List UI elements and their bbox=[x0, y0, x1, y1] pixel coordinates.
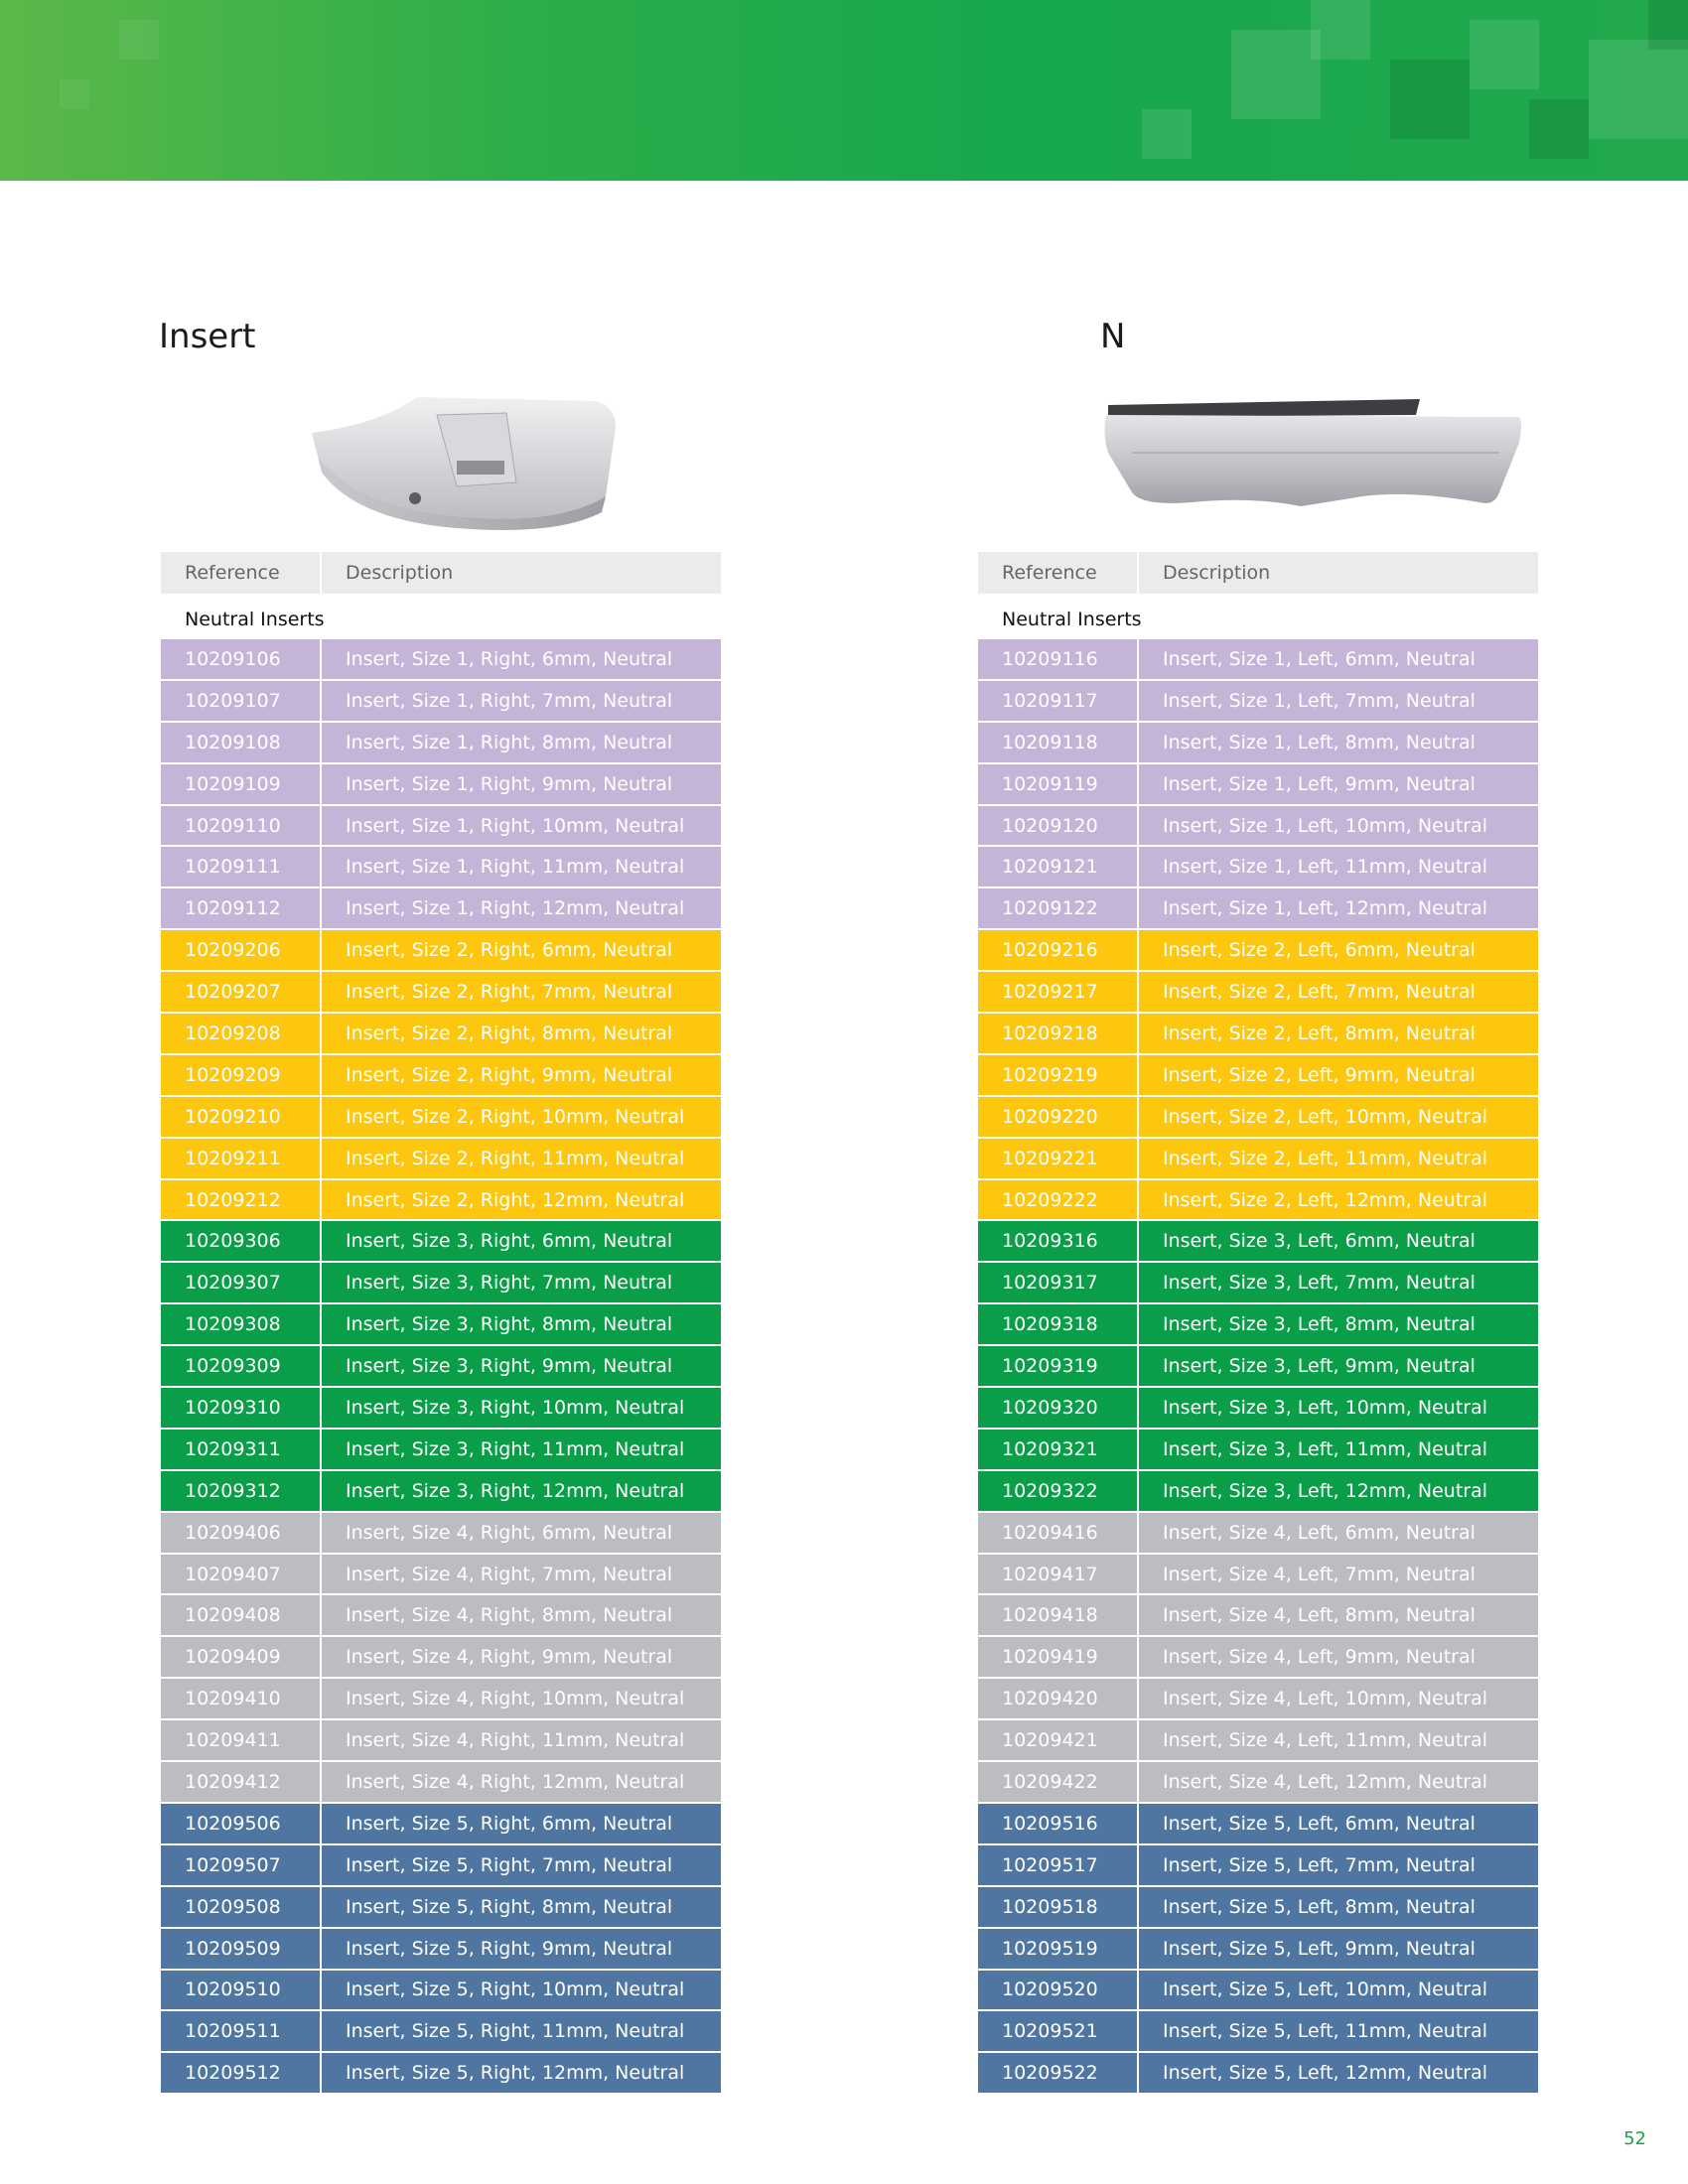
table-row bbox=[978, 1304, 1538, 1346]
table-row bbox=[978, 1762, 1538, 1804]
header-banner bbox=[0, 0, 1688, 181]
table-row bbox=[978, 1097, 1538, 1139]
table-row bbox=[161, 1304, 721, 1346]
description-cell: Insert, Size 2, Right, 12mm, Neutral bbox=[322, 1180, 721, 1222]
description-cell: Insert, Size 2, Right, 6mm, Neutral bbox=[322, 930, 721, 972]
table-row bbox=[978, 1971, 1538, 2012]
description-cell: Insert, Size 1, Left, 12mm, Neutral bbox=[1139, 888, 1538, 930]
description-cell: Insert, Size 1, Right, 12mm, Neutral bbox=[322, 888, 721, 930]
reference-cell: 10209321 bbox=[978, 1430, 1137, 1471]
description-cell: Insert, Size 2, Left, 7mm, Neutral bbox=[1139, 972, 1538, 1014]
table-row bbox=[161, 1180, 721, 1222]
reference-header: Reference bbox=[161, 552, 320, 594]
reference-cell: 10209319 bbox=[978, 1346, 1137, 1388]
reference-cell: 10209210 bbox=[161, 1097, 320, 1139]
reference-cell: 10209522 bbox=[978, 2053, 1137, 2095]
description-cell: Insert, Size 5, Right, 9mm, Neutral bbox=[322, 1929, 721, 1971]
table-row bbox=[978, 1595, 1538, 1637]
reference-cell: 10209110 bbox=[161, 806, 320, 848]
description-cell: Insert, Size 4, Right, 6mm, Neutral bbox=[322, 1513, 721, 1555]
table-row bbox=[978, 1637, 1538, 1679]
reference-cell: 10209420 bbox=[978, 1679, 1137, 1720]
table-row bbox=[161, 1430, 721, 1471]
reference-cell: 10209518 bbox=[978, 1887, 1137, 1929]
description-cell: Insert, Size 1, Right, 9mm, Neutral bbox=[322, 764, 721, 806]
table-row bbox=[978, 2011, 1538, 2053]
description-cell: Insert, Size 4, Left, 8mm, Neutral bbox=[1139, 1595, 1538, 1637]
table-row bbox=[161, 1097, 721, 1139]
reference-cell: 10209507 bbox=[161, 1845, 320, 1887]
description-cell: Insert, Size 5, Right, 6mm, Neutral bbox=[322, 1804, 721, 1845]
description-cell: Insert, Size 5, Left, 9mm, Neutral bbox=[1139, 1929, 1538, 1971]
table-row bbox=[161, 1804, 721, 1845]
table-row bbox=[978, 1014, 1538, 1055]
table-row bbox=[978, 1513, 1538, 1555]
table-row bbox=[161, 2011, 721, 2053]
reference-cell: 10209219 bbox=[978, 1055, 1137, 1097]
description-cell: Insert, Size 3, Left, 7mm, Neutral bbox=[1139, 1263, 1538, 1304]
left-section-title: Insert bbox=[159, 317, 256, 356]
description-cell: Insert, Size 2, Left, 6mm, Neutral bbox=[1139, 930, 1538, 972]
right-section-title: N bbox=[1100, 317, 1126, 356]
reference-cell: 10209121 bbox=[978, 847, 1137, 888]
reference-cell: 10209406 bbox=[161, 1513, 320, 1555]
table-row bbox=[978, 1388, 1538, 1430]
reference-cell: 10209118 bbox=[978, 723, 1137, 764]
description-cell: Insert, Size 4, Left, 6mm, Neutral bbox=[1139, 1513, 1538, 1555]
reference-cell: 10209106 bbox=[161, 639, 320, 681]
reference-cell: 10209521 bbox=[978, 2011, 1137, 2053]
table-row bbox=[978, 1804, 1538, 1845]
table-row bbox=[978, 681, 1538, 723]
reference-cell: 10209509 bbox=[161, 1929, 320, 1971]
page-number: 52 bbox=[1623, 2128, 1646, 2149]
right-catalog-table bbox=[976, 552, 1540, 2095]
reference-cell: 10209310 bbox=[161, 1388, 320, 1430]
description-cell: Insert, Size 4, Left, 11mm, Neutral bbox=[1139, 1720, 1538, 1762]
reference-cell: 10209109 bbox=[161, 764, 320, 806]
description-cell: Insert, Size 5, Left, 8mm, Neutral bbox=[1139, 1887, 1538, 1929]
table-row bbox=[161, 847, 721, 888]
reference-cell: 10209320 bbox=[978, 1388, 1137, 1430]
table-row bbox=[978, 764, 1538, 806]
description-cell: Insert, Size 5, Right, 12mm, Neutral bbox=[322, 2053, 721, 2095]
reference-header: Reference bbox=[978, 552, 1137, 594]
description-cell: Insert, Size 1, Left, 7mm, Neutral bbox=[1139, 681, 1538, 723]
description-cell: Insert, Size 4, Right, 8mm, Neutral bbox=[322, 1595, 721, 1637]
description-cell: Insert, Size 2, Left, 11mm, Neutral bbox=[1139, 1139, 1538, 1180]
table-row bbox=[978, 1263, 1538, 1304]
reference-cell: 10209108 bbox=[161, 723, 320, 764]
description-cell: Insert, Size 1, Right, 8mm, Neutral bbox=[322, 723, 721, 764]
reference-cell: 10209307 bbox=[161, 1263, 320, 1304]
reference-cell: 10209519 bbox=[978, 1929, 1137, 1971]
description-cell: Insert, Size 2, Right, 11mm, Neutral bbox=[322, 1139, 721, 1180]
description-cell: Insert, Size 3, Left, 9mm, Neutral bbox=[1139, 1346, 1538, 1388]
table-row bbox=[161, 1679, 721, 1720]
description-cell: Insert, Size 5, Right, 10mm, Neutral bbox=[322, 1971, 721, 2012]
table-row bbox=[161, 1513, 721, 1555]
table-row bbox=[161, 1555, 721, 1596]
reference-cell: 10209309 bbox=[161, 1346, 320, 1388]
description-cell: Insert, Size 1, Left, 8mm, Neutral bbox=[1139, 723, 1538, 764]
table-row bbox=[161, 1971, 721, 2012]
table-row bbox=[161, 1637, 721, 1679]
table-row bbox=[978, 1929, 1538, 1971]
table-row bbox=[978, 1555, 1538, 1596]
description-cell: Insert, Size 2, Right, 10mm, Neutral bbox=[322, 1097, 721, 1139]
description-cell: Insert, Size 3, Left, 10mm, Neutral bbox=[1139, 1388, 1538, 1430]
table-row bbox=[161, 1346, 721, 1388]
table-row bbox=[978, 1346, 1538, 1388]
description-cell: Insert, Size 1, Left, 9mm, Neutral bbox=[1139, 764, 1538, 806]
table-row bbox=[978, 639, 1538, 681]
insert-product-image bbox=[308, 387, 626, 536]
description-cell: Insert, Size 4, Right, 11mm, Neutral bbox=[322, 1720, 721, 1762]
description-cell: Insert, Size 2, Left, 10mm, Neutral bbox=[1139, 1097, 1538, 1139]
table-row bbox=[978, 972, 1538, 1014]
description-header: Description bbox=[1139, 552, 1538, 594]
reference-cell: 10209410 bbox=[161, 1679, 320, 1720]
table-row bbox=[978, 1139, 1538, 1180]
description-cell: Insert, Size 2, Left, 12mm, Neutral bbox=[1139, 1180, 1538, 1222]
reference-cell: 10209308 bbox=[161, 1304, 320, 1346]
reference-cell: 10209120 bbox=[978, 806, 1137, 848]
table-row bbox=[161, 1887, 721, 1929]
description-cell: Insert, Size 2, Left, 8mm, Neutral bbox=[1139, 1014, 1538, 1055]
reference-cell: 10209419 bbox=[978, 1637, 1137, 1679]
reference-cell: 10209111 bbox=[161, 847, 320, 888]
description-cell: Insert, Size 2, Right, 9mm, Neutral bbox=[322, 1055, 721, 1097]
table-row bbox=[161, 1929, 721, 1971]
table-row bbox=[978, 1221, 1538, 1263]
table-row bbox=[978, 1845, 1538, 1887]
description-cell: Insert, Size 1, Right, 7mm, Neutral bbox=[322, 681, 721, 723]
reference-cell: 10209218 bbox=[978, 1014, 1137, 1055]
table-row bbox=[161, 806, 721, 848]
description-cell: Insert, Size 5, Left, 10mm, Neutral bbox=[1139, 1971, 1538, 2012]
table-row bbox=[161, 1139, 721, 1180]
reference-cell: 10209407 bbox=[161, 1555, 320, 1596]
reference-cell: 10209209 bbox=[161, 1055, 320, 1097]
table-row bbox=[978, 723, 1538, 764]
description-cell: Insert, Size 5, Left, 7mm, Neutral bbox=[1139, 1845, 1538, 1887]
reference-cell: 10209207 bbox=[161, 972, 320, 1014]
description-cell: Insert, Size 5, Right, 8mm, Neutral bbox=[322, 1887, 721, 1929]
reference-cell: 10209416 bbox=[978, 1513, 1137, 1555]
description-cell: Insert, Size 3, Left, 11mm, Neutral bbox=[1139, 1430, 1538, 1471]
reference-cell: 10209208 bbox=[161, 1014, 320, 1055]
table-row bbox=[978, 1430, 1538, 1471]
reference-cell: 10209211 bbox=[161, 1139, 320, 1180]
reference-cell: 10209312 bbox=[161, 1471, 320, 1513]
reference-cell: 10209408 bbox=[161, 1595, 320, 1637]
description-header: Description bbox=[322, 552, 721, 594]
description-cell: Insert, Size 3, Right, 7mm, Neutral bbox=[322, 1263, 721, 1304]
reference-cell: 10209217 bbox=[978, 972, 1137, 1014]
description-cell: Insert, Size 4, Right, 12mm, Neutral bbox=[322, 1762, 721, 1804]
description-cell: Insert, Size 2, Right, 8mm, Neutral bbox=[322, 1014, 721, 1055]
reference-cell: 10209216 bbox=[978, 930, 1137, 972]
table-row bbox=[161, 1845, 721, 1887]
group-label: Neutral Inserts bbox=[161, 594, 721, 639]
reference-cell: 10209517 bbox=[978, 1845, 1137, 1887]
table-row bbox=[978, 1887, 1538, 1929]
reference-cell: 10209317 bbox=[978, 1263, 1137, 1304]
description-cell: Insert, Size 3, Right, 9mm, Neutral bbox=[322, 1346, 721, 1388]
description-cell: Insert, Size 5, Right, 7mm, Neutral bbox=[322, 1845, 721, 1887]
table-row bbox=[161, 2053, 721, 2095]
description-cell: Insert, Size 4, Left, 10mm, Neutral bbox=[1139, 1679, 1538, 1720]
table-row bbox=[978, 806, 1538, 848]
table-row bbox=[161, 1221, 721, 1263]
table-row bbox=[978, 1679, 1538, 1720]
description-cell: Insert, Size 1, Right, 11mm, Neutral bbox=[322, 847, 721, 888]
reference-cell: 10209117 bbox=[978, 681, 1137, 723]
reference-cell: 10209512 bbox=[161, 2053, 320, 2095]
description-cell: Insert, Size 5, Left, 12mm, Neutral bbox=[1139, 2053, 1538, 2095]
reference-cell: 10209322 bbox=[978, 1471, 1137, 1513]
table-row bbox=[978, 1471, 1538, 1513]
table-row bbox=[161, 888, 721, 930]
table-row bbox=[978, 2053, 1538, 2095]
table-row bbox=[161, 1388, 721, 1430]
reference-cell: 10209318 bbox=[978, 1304, 1137, 1346]
table-row bbox=[161, 1055, 721, 1097]
reference-cell: 10209417 bbox=[978, 1555, 1137, 1596]
description-cell: Insert, Size 2, Left, 9mm, Neutral bbox=[1139, 1055, 1538, 1097]
description-cell: Insert, Size 5, Right, 11mm, Neutral bbox=[322, 2011, 721, 2053]
reference-cell: 10209116 bbox=[978, 639, 1137, 681]
reference-cell: 10209112 bbox=[161, 888, 320, 930]
reference-cell: 10209520 bbox=[978, 1971, 1137, 2012]
description-cell: Insert, Size 1, Left, 10mm, Neutral bbox=[1139, 806, 1538, 848]
reference-cell: 10209418 bbox=[978, 1595, 1137, 1637]
left-catalog-table bbox=[159, 552, 723, 2095]
reference-cell: 10209421 bbox=[978, 1720, 1137, 1762]
reference-cell: 10209511 bbox=[161, 2011, 320, 2053]
reference-cell: 10209510 bbox=[161, 1971, 320, 2012]
table-row bbox=[161, 681, 721, 723]
table-row bbox=[978, 888, 1538, 930]
table-row bbox=[161, 930, 721, 972]
reference-cell: 10209220 bbox=[978, 1097, 1137, 1139]
description-cell: Insert, Size 3, Right, 12mm, Neutral bbox=[322, 1471, 721, 1513]
description-cell: Insert, Size 3, Right, 10mm, Neutral bbox=[322, 1388, 721, 1430]
reference-cell: 10209411 bbox=[161, 1720, 320, 1762]
table-row bbox=[161, 1014, 721, 1055]
description-cell: Insert, Size 3, Left, 8mm, Neutral bbox=[1139, 1304, 1538, 1346]
description-cell: Insert, Size 1, Left, 11mm, Neutral bbox=[1139, 847, 1538, 888]
reference-cell: 10209306 bbox=[161, 1221, 320, 1263]
description-cell: Insert, Size 4, Right, 9mm, Neutral bbox=[322, 1637, 721, 1679]
table-row bbox=[978, 1180, 1538, 1222]
description-cell: Insert, Size 3, Left, 6mm, Neutral bbox=[1139, 1221, 1538, 1263]
description-cell: Insert, Size 3, Right, 8mm, Neutral bbox=[322, 1304, 721, 1346]
reference-cell: 10209122 bbox=[978, 888, 1137, 930]
description-cell: Insert, Size 2, Right, 7mm, Neutral bbox=[322, 972, 721, 1014]
description-cell: Insert, Size 3, Left, 12mm, Neutral bbox=[1139, 1471, 1538, 1513]
description-cell: Insert, Size 4, Right, 10mm, Neutral bbox=[322, 1679, 721, 1720]
description-cell: Insert, Size 4, Left, 9mm, Neutral bbox=[1139, 1637, 1538, 1679]
description-cell: Insert, Size 4, Left, 12mm, Neutral bbox=[1139, 1762, 1538, 1804]
reference-cell: 10209222 bbox=[978, 1180, 1137, 1222]
table-row bbox=[161, 1595, 721, 1637]
table-row bbox=[161, 723, 721, 764]
table-row bbox=[161, 1263, 721, 1304]
reference-cell: 10209311 bbox=[161, 1430, 320, 1471]
reference-cell: 10209508 bbox=[161, 1887, 320, 1929]
description-cell: Insert, Size 5, Left, 11mm, Neutral bbox=[1139, 2011, 1538, 2053]
table-row bbox=[161, 972, 721, 1014]
reference-cell: 10209422 bbox=[978, 1762, 1137, 1804]
description-cell: Insert, Size 5, Left, 6mm, Neutral bbox=[1139, 1804, 1538, 1845]
reference-cell: 10209107 bbox=[161, 681, 320, 723]
group-label: Neutral Inserts bbox=[978, 594, 1538, 639]
table-row bbox=[978, 930, 1538, 972]
table-row bbox=[161, 764, 721, 806]
reference-cell: 10209516 bbox=[978, 1804, 1137, 1845]
table-row bbox=[161, 1471, 721, 1513]
table-row bbox=[978, 1720, 1538, 1762]
description-cell: Insert, Size 3, Right, 11mm, Neutral bbox=[322, 1430, 721, 1471]
table-row bbox=[978, 847, 1538, 888]
insert-side-image bbox=[1102, 393, 1524, 522]
reference-cell: 10209119 bbox=[978, 764, 1137, 806]
description-cell: Insert, Size 1, Left, 6mm, Neutral bbox=[1139, 639, 1538, 681]
description-cell: Insert, Size 3, Right, 6mm, Neutral bbox=[322, 1221, 721, 1263]
reference-cell: 10209316 bbox=[978, 1221, 1137, 1263]
reference-cell: 10209206 bbox=[161, 930, 320, 972]
description-cell: Insert, Size 1, Right, 6mm, Neutral bbox=[322, 639, 721, 681]
table-row bbox=[161, 1720, 721, 1762]
table-row bbox=[161, 639, 721, 681]
description-cell: Insert, Size 4, Right, 7mm, Neutral bbox=[322, 1555, 721, 1596]
reference-cell: 10209409 bbox=[161, 1637, 320, 1679]
reference-cell: 10209506 bbox=[161, 1804, 320, 1845]
reference-cell: 10209412 bbox=[161, 1762, 320, 1804]
reference-cell: 10209221 bbox=[978, 1139, 1137, 1180]
reference-cell: 10209212 bbox=[161, 1180, 320, 1222]
description-cell: Insert, Size 1, Right, 10mm, Neutral bbox=[322, 806, 721, 848]
description-cell: Insert, Size 4, Left, 7mm, Neutral bbox=[1139, 1555, 1538, 1596]
table-row bbox=[978, 1055, 1538, 1097]
table-row bbox=[161, 1762, 721, 1804]
